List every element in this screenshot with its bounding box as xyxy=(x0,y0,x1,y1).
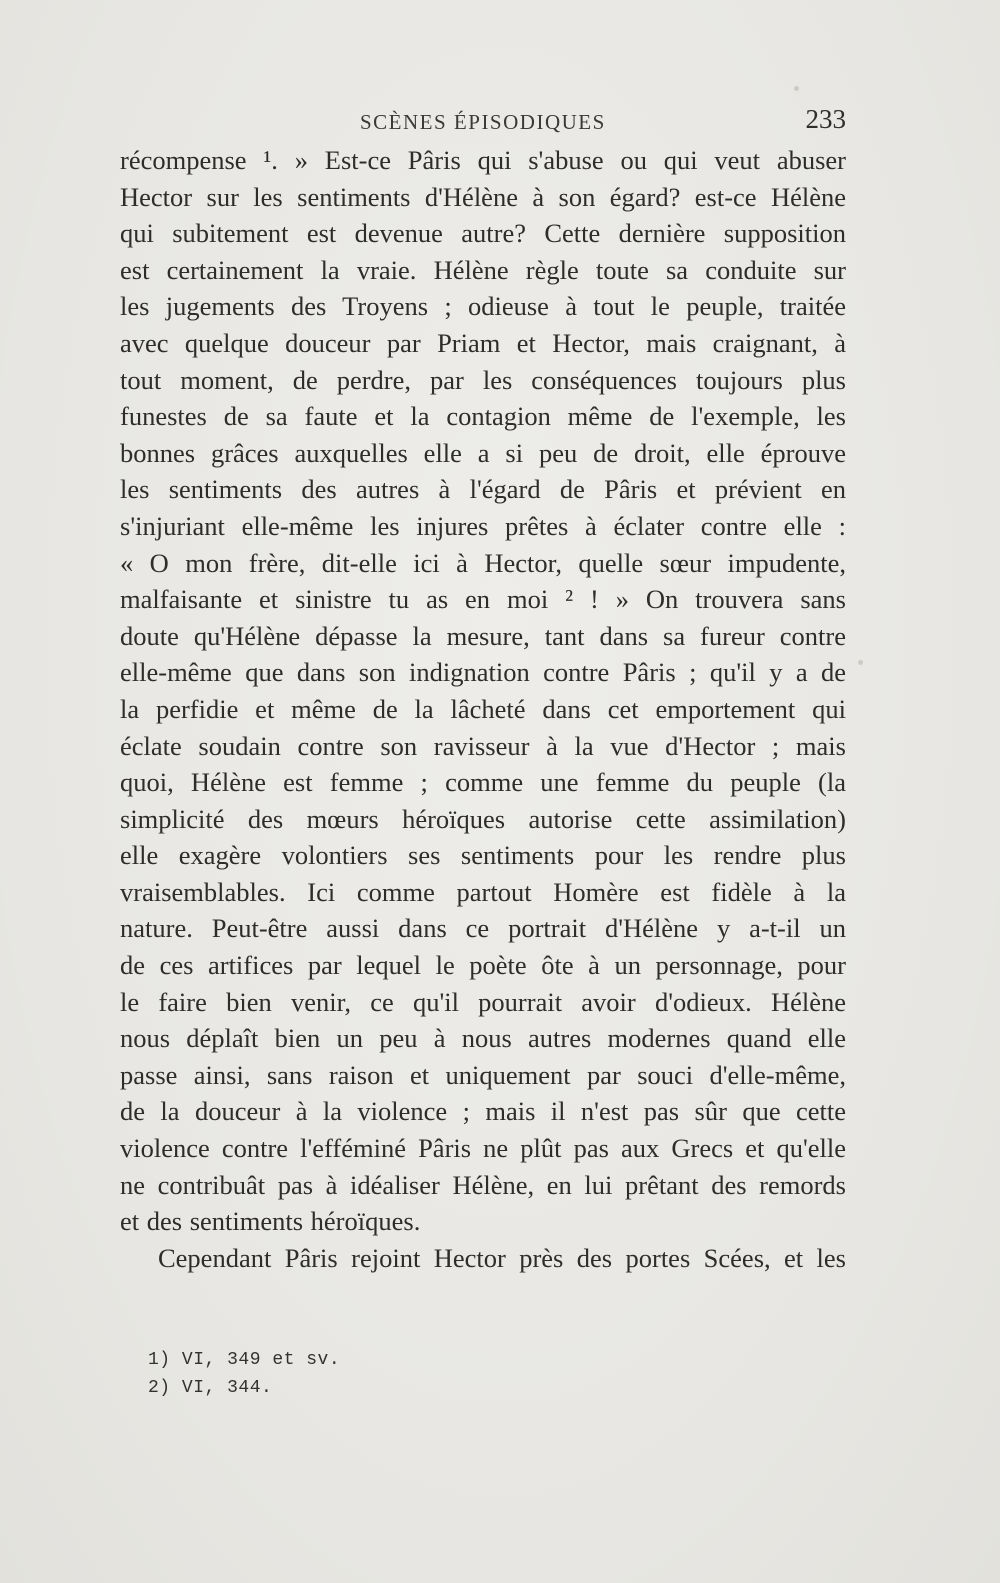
text-line: qui subitement est devenue autre? Cette dernière supposition xyxy=(120,218,846,249)
paper-spot xyxy=(858,660,863,665)
footnote-1: 1) VI, 349 et sv. xyxy=(148,1350,341,1370)
text-line: de ces artifices par lequel le poète ôte à un personnage, pour xyxy=(120,950,846,981)
text-line: avec quelque douceur par Priam et Hector, mais craignant, à xyxy=(120,327,846,358)
text-line: elle exagère volontiers ses sentiments pour les rendre plus xyxy=(120,840,846,871)
text-line: quoi, Hélène est femme ; comme une femme du peuple (la xyxy=(120,767,846,798)
body-text xyxy=(120,142,846,1276)
text-line: simplicité des mœurs héroïques autorise cette assimilation) xyxy=(120,803,846,834)
text-line: la perfidie et même de la lâcheté dans cet emportement qui xyxy=(120,693,846,724)
text-line: Hector sur les sentiments d'Hélène à son égard? est-ce Hélène xyxy=(120,181,846,212)
running-head: SCÈNES ÉPISODIQUES xyxy=(360,110,606,134)
text-line: les jugements des Troyens ; odieuse à tout le peuple, traitée xyxy=(120,291,846,322)
page-header xyxy=(120,104,846,138)
footnote-2: 2) VI, 344. xyxy=(148,1378,273,1398)
text-line: les sentiments des autres à l'égard de Pâris et prévient en xyxy=(120,474,846,505)
text-line: de la douceur à la violence ; mais il n'est pas sûr que cette xyxy=(120,1096,846,1127)
text-line: est certainement la vraie. Hélène règle toute sa conduite sur xyxy=(120,254,846,285)
paragraph-start-line: Cependant Pâris rejoint Hector près des portes Scées, et les xyxy=(158,1242,846,1273)
text-line: bonnes grâces auxquelles elle a si peu de droit, elle éprouve xyxy=(120,437,846,468)
text-line: le faire bien venir, ce qu'il pourrait avoir d'odieux. Hélène xyxy=(120,986,846,1017)
text-line: « O mon frère, dit-elle ici à Hector, quelle sœur impudente, xyxy=(120,547,846,578)
text-line: tout moment, de perdre, par les conséquences toujours plus xyxy=(120,364,846,395)
text-line: vraisemblables. Ici comme partout Homère est fidèle à la xyxy=(120,876,846,907)
text-line: nature. Peut-être aussi dans ce portrait d'Hélène y a-t-il un xyxy=(120,913,846,944)
text-line: nous déplaît bien un peu à nous autres modernes quand elle xyxy=(120,1023,846,1054)
text-line: elle-même que dans son indignation contre Pâris ; qu'il y a de xyxy=(120,657,846,688)
text-line: funestes de sa faute et la contagion même de l'exemple, les xyxy=(120,401,846,432)
text-line: récompense ¹. » Est-ce Pâris qui s'abuse ou qui veut abuser xyxy=(120,145,846,175)
text-line: ne contribuât pas à idéaliser Hélène, en lui prêtant des remords xyxy=(120,1169,846,1200)
text-line: s'injuriant elle-même les injures prêtes à éclater contre elle : xyxy=(120,510,846,541)
text-line: doute qu'Hélène dépasse la mesure, tant dans sa fureur contre xyxy=(120,620,846,651)
paper-spot xyxy=(794,86,799,91)
text-line: éclate soudain contre son ravisseur à la vue d'Hector ; mais xyxy=(120,730,846,761)
footnotes xyxy=(148,1346,448,1402)
text-line: passe ainsi, sans raison et uniquement par souci d'elle-même, xyxy=(120,1059,846,1090)
paragraph-end-line: et des sentiments héroïques. xyxy=(120,1206,421,1237)
page-number: 233 xyxy=(805,104,846,134)
text-line: violence contre l'efféminé Pâris ne plût pas aux Grecs et qu'elle xyxy=(120,1133,846,1164)
text-line: malfaisante et sinistre tu as en moi ² ! » On trouvera sans xyxy=(120,584,846,615)
